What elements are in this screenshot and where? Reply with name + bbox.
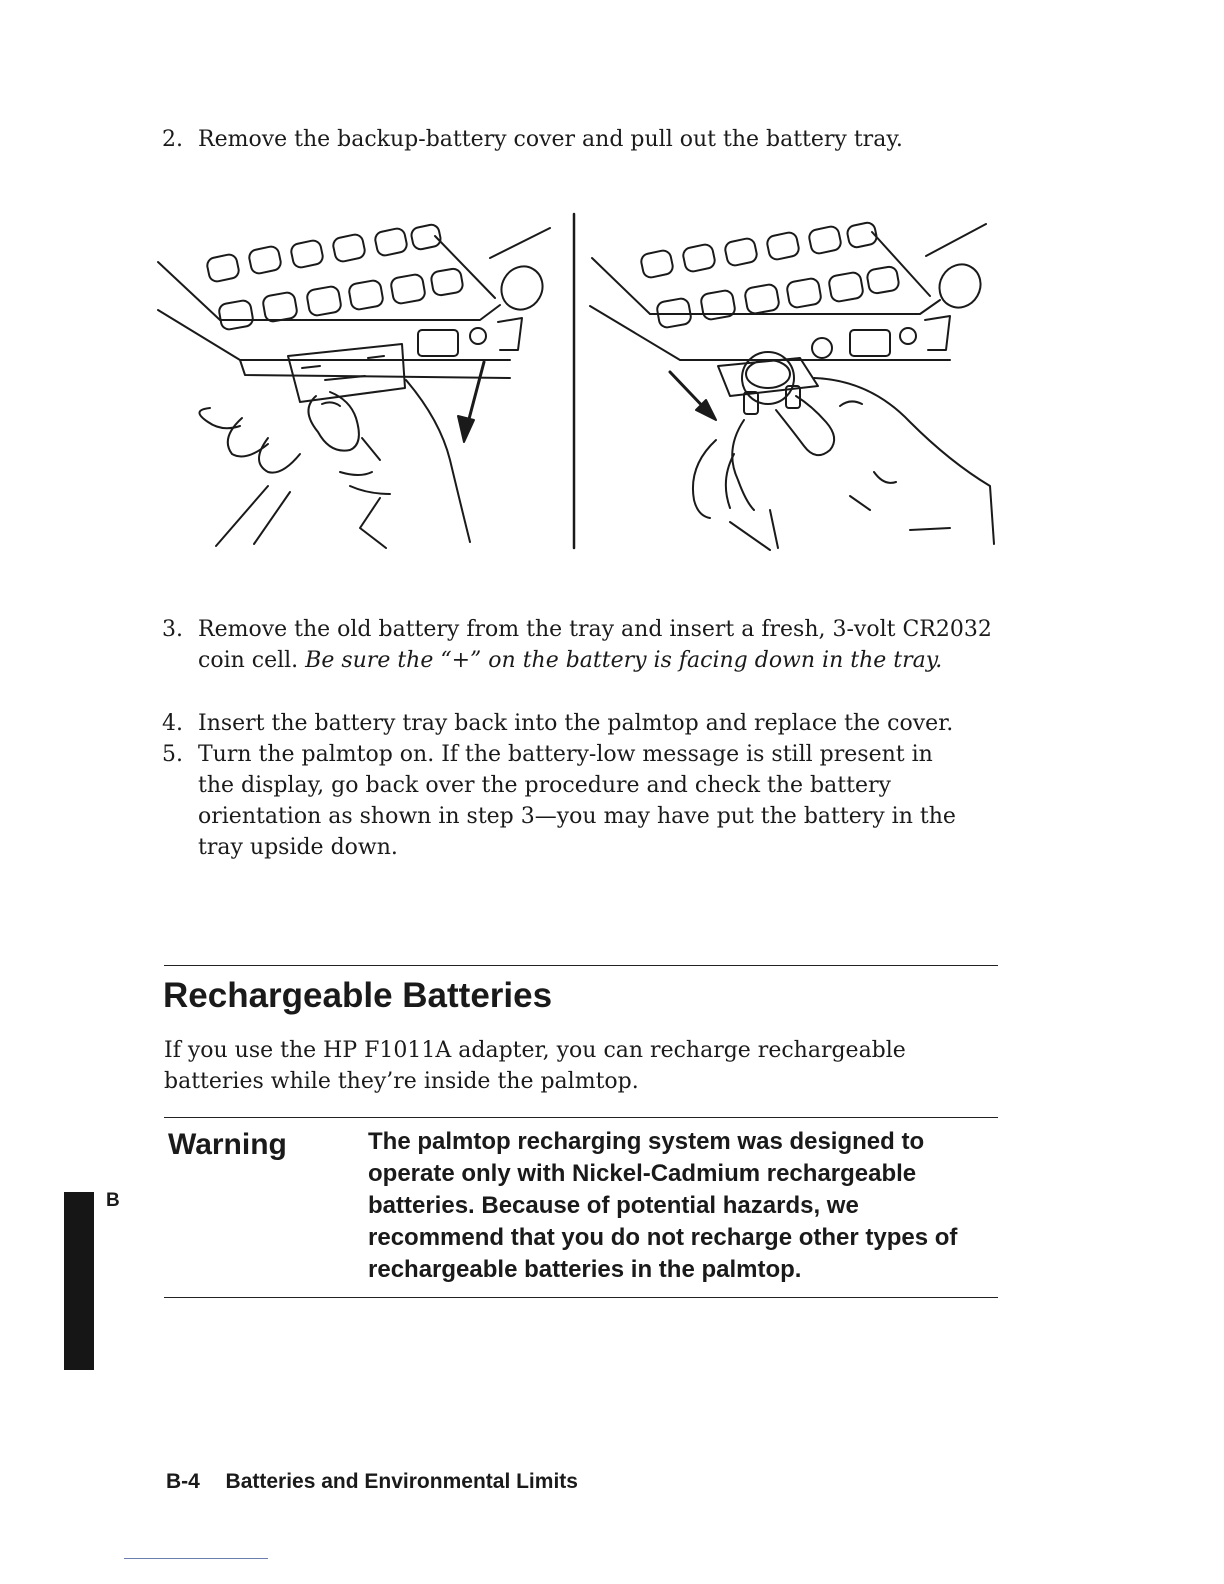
step-text	[198, 614, 1002, 676]
step-number: 4.	[162, 711, 183, 736]
page-number: B-4	[166, 1470, 200, 1493]
step-number: 3.	[162, 617, 183, 642]
step-4	[162, 708, 1002, 739]
step-text-instruction: Remove the old battery from the tray and insert a fresh, 3-volt CR2032 coin cell.	[198, 617, 992, 673]
step-number: 5.	[162, 742, 183, 767]
palmtop-cover-removal-drawing	[158, 223, 550, 548]
step-text-emphasis: Be sure the “+” on the battery is facing down in the tray.	[305, 648, 943, 673]
section-title: Rechargeable Batteries	[163, 976, 553, 1015]
step-5	[162, 739, 974, 863]
chapter-tab-letter: B	[106, 1190, 120, 1211]
section-intro: If you use the HP F1011A adapter, you can recharge rechargeable batteries while they’re inside the palmtop.	[164, 1038, 906, 1094]
battery-tray-illustration	[150, 210, 1010, 560]
warning-label: Warning	[168, 1128, 287, 1161]
warning-text: The palmtop recharging system was designed to operate only with Nickel-Cadmium rechargeable batteries. Because of potential hazards, we recommend that you do not recharge other types of rechargeable batteries in the palmtop.	[368, 1128, 958, 1283]
chapter-thumb-tab	[64, 1192, 94, 1370]
scan-edge-line	[124, 1558, 268, 1559]
step-3	[162, 614, 1002, 676]
warning-bottom-rule	[164, 1297, 998, 1298]
step-2	[162, 124, 1002, 155]
warning-top-rule	[164, 1117, 998, 1118]
section-rule	[164, 965, 998, 966]
step-number: 2.	[162, 127, 183, 152]
step-text: Remove the backup-battery cover and pull out the battery tray.	[198, 127, 903, 152]
step-text: Turn the palmtop on. If the battery-low message is still present in the display, go back over the procedure and check the battery orientation as shown in step 3—you may have put the battery in the tray upside down.	[198, 742, 956, 860]
step-text: Insert the battery tray back into the palmtop and replace the cover.	[198, 711, 954, 736]
page-footer	[166, 1470, 578, 1494]
footer-chapter-title: Batteries and Environmental Limits	[225, 1470, 578, 1493]
battery-tray-removal-drawing	[590, 221, 994, 550]
